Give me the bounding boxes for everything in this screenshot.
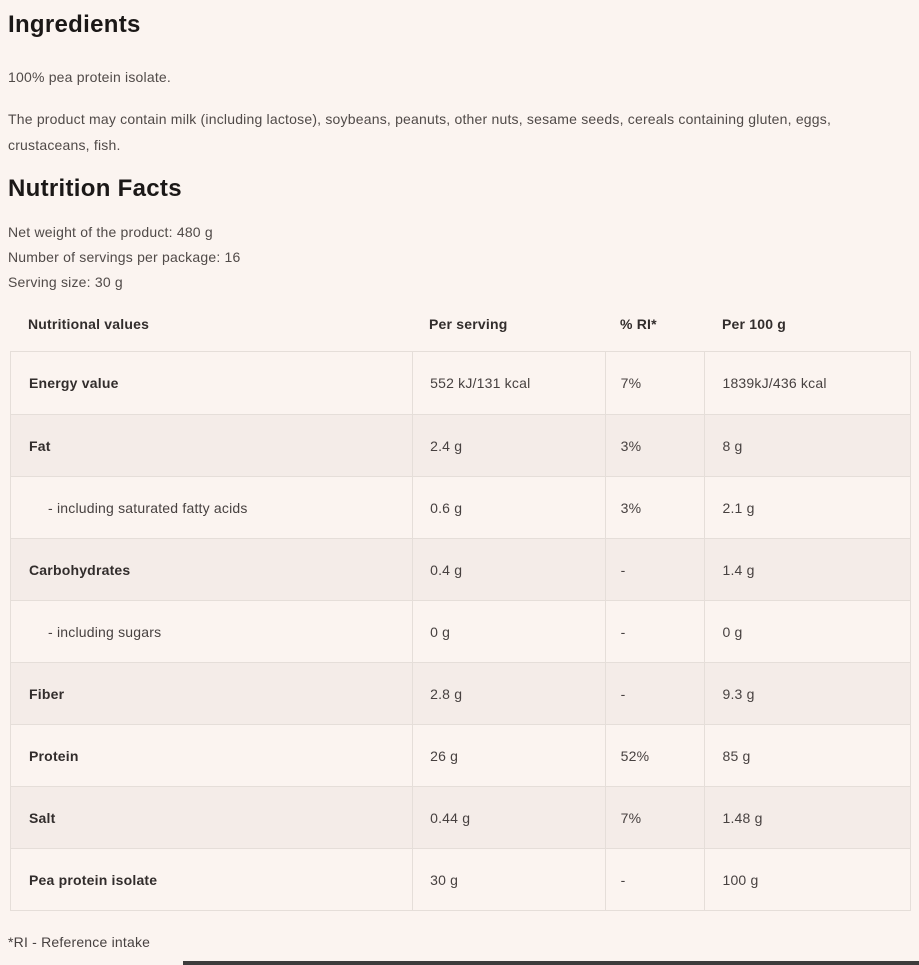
cell-label: - including sugars: [48, 623, 162, 640]
nutrition-meta: [8, 220, 911, 295]
table-row: [11, 600, 910, 662]
cell-label: Energy value: [29, 375, 119, 391]
header-per-serving: Per serving: [429, 316, 508, 332]
header-per-100g: Per 100 g: [722, 316, 787, 332]
cell-per-100g: 2.1 g: [704, 477, 910, 538]
cell-per-serving: 0.4 g: [412, 539, 605, 600]
cell-ri: -: [605, 601, 705, 662]
cell-label: Carbohydrates: [29, 561, 131, 578]
cell-per-100g: 8 g: [704, 415, 910, 476]
cell-ri: -: [605, 663, 705, 724]
cell-label: Fiber: [29, 685, 65, 702]
cell-per-100g: 9.3 g: [704, 663, 910, 724]
cell-label: Protein: [29, 747, 79, 764]
nutrition-facts-title: Nutrition Facts: [8, 175, 182, 202]
table-row: [11, 352, 910, 414]
header-nutritional-values: Nutritional values: [28, 316, 150, 332]
cell-ri: 7%: [605, 787, 705, 848]
cell-per-100g: 1.48 g: [704, 787, 910, 848]
cell-per-100g: 85 g: [704, 725, 910, 786]
table-row: [11, 538, 910, 600]
cell-per-serving: 2.4 g: [412, 415, 605, 476]
horizontal-scrollbar-thumb[interactable]: [183, 961, 919, 965]
table-row: [11, 476, 910, 538]
cell-per-serving: 0.6 g: [412, 477, 605, 538]
ingredients-title: Ingredients: [8, 11, 141, 38]
cell-per-100g: 1.4 g: [704, 539, 910, 600]
header-ri: % RI*: [620, 316, 657, 332]
ingredients-allergen-text: The product may contain milk (including lactose), soybeans, peanuts, other nuts, sesame seeds, cereals containing gluten, eggs, crustaceans, fish.: [8, 111, 832, 153]
table-row: [11, 724, 910, 786]
cell-per-serving: 2.8 g: [412, 663, 605, 724]
table-row: [11, 662, 910, 724]
nutrition-table: [10, 351, 911, 911]
reference-intake-footnote: *RI - Reference intake: [8, 934, 151, 950]
cell-per-100g: 1839kJ/436 kcal: [704, 352, 910, 414]
nutrition-table-header: [10, 311, 911, 337]
cell-per-100g: 100 g: [704, 849, 910, 910]
cell-ri: 52%: [605, 725, 705, 786]
table-row: [11, 414, 910, 476]
cell-label: Pea protein isolate: [29, 871, 158, 888]
table-row: [11, 848, 910, 910]
cell-ri: -: [605, 539, 705, 600]
cell-ri: -: [605, 849, 705, 910]
cell-label: - including saturated fatty acids: [48, 499, 248, 516]
servings-per-package-line: Number of servings per package: 16: [8, 249, 241, 265]
cell-per-serving: 30 g: [412, 849, 605, 910]
cell-per-serving: 0 g: [412, 601, 605, 662]
cell-per-serving: 0.44 g: [412, 787, 605, 848]
net-weight-line: Net weight of the product: 480 g: [8, 224, 213, 240]
cell-label: Salt: [29, 809, 56, 826]
cell-per-100g: 0 g: [704, 601, 910, 662]
cell-ri: 7%: [605, 352, 705, 414]
cell-ri: 3%: [605, 415, 705, 476]
cell-per-serving: 26 g: [412, 725, 605, 786]
cell-label: Fat: [29, 437, 51, 454]
cell-per-serving: 552 kJ/131 kcal: [412, 352, 605, 414]
table-row: [11, 786, 910, 848]
ingredients-main-text: 100% pea protein isolate.: [8, 69, 171, 85]
cell-ri: 3%: [605, 477, 705, 538]
serving-size-line: Serving size: 30 g: [8, 274, 123, 290]
